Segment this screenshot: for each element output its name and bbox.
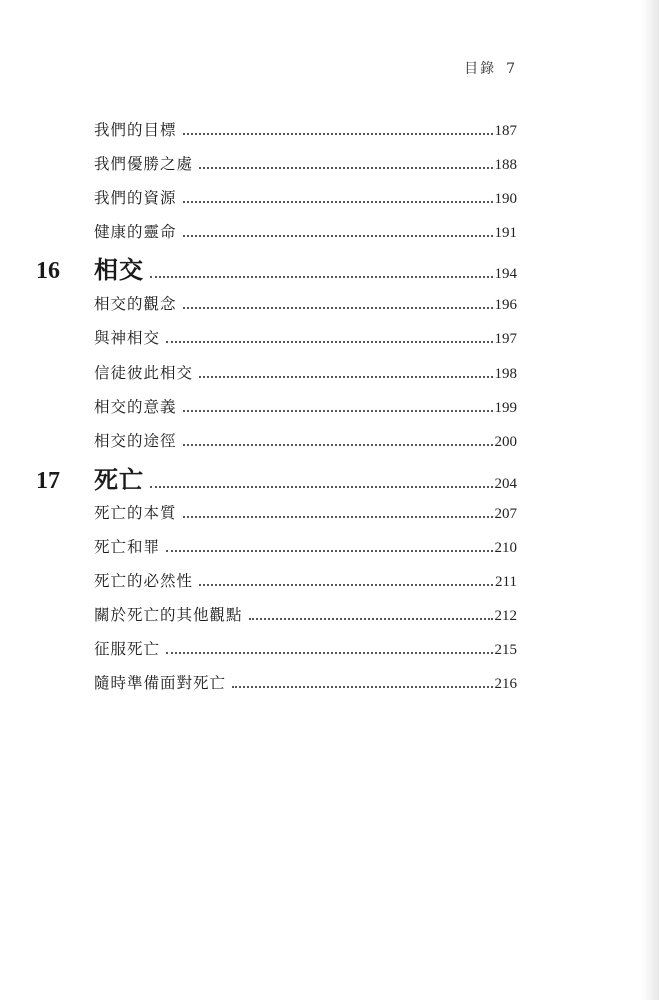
chapter-page: 204 [494,476,517,492]
toc-entry-page: 207 [494,506,517,522]
toc-entry-title: 我們的目標 [94,121,177,139]
toc-entry-page: 196 [494,297,517,313]
dot-leader [183,133,493,135]
toc-entry-page: 191 [494,225,517,241]
dot-leader [199,376,492,378]
dot-leader [183,201,493,203]
toc-entry [94,671,517,693]
dot-leader [150,276,493,278]
toc-entry-title: 相交的觀念 [94,295,177,313]
toc-entry-page: 199 [494,400,517,416]
dot-leader [183,444,493,446]
toc-chapter [36,253,517,285]
toc-entry [94,569,517,591]
dot-leader [166,550,492,552]
toc-entry-title: 我們優勝之處 [94,155,194,173]
toc-entry-title: 關於死亡的其他觀點 [94,606,243,624]
dot-leader [183,410,493,412]
toc-entry-title: 死亡的本質 [94,504,177,522]
toc-entry [94,326,517,348]
dot-leader [183,516,493,518]
toc-entry [94,186,517,208]
toc-entry [94,395,517,417]
running-header-section: 目錄 [464,61,497,77]
toc-entry-page: 210 [494,540,517,556]
running-header [464,58,517,78]
toc-entry-page: 188 [494,157,517,173]
toc-chapter [36,463,517,495]
toc-entry [94,603,517,625]
toc-entry-page: 216 [494,676,517,692]
toc-entry [94,535,517,557]
dot-leader [183,235,493,237]
dot-leader [199,584,493,586]
toc-entry-title: 死亡和罪 [94,538,161,556]
toc-entry [94,152,517,174]
dot-leader [166,341,492,343]
toc-entry-page: 212 [494,608,517,624]
chapter-number: 17 [36,468,60,494]
toc-entry-title: 我們的資源 [94,189,177,207]
toc-entry-title: 死亡的必然性 [94,572,194,590]
toc-entry-page: 190 [494,191,517,207]
dot-leader [150,486,493,488]
toc-entry-title: 隨時準備面對死亡 [94,674,227,692]
dot-leader [232,686,492,688]
toc-entry-page: 198 [494,366,517,382]
toc-entry-page: 197 [494,331,517,347]
toc-entry-page: 215 [494,642,517,658]
toc-entry-title: 相交的意義 [94,398,177,416]
toc-entry-page: 211 [495,574,517,590]
toc-entry-title: 征服死亡 [94,640,161,658]
toc-entry-title: 信徒彼此相交 [94,364,194,382]
chapter-number: 16 [36,258,60,284]
chapter-title: 相交 [94,255,144,284]
toc-entry-page: 187 [494,123,517,139]
toc-entry [94,361,517,383]
chapter-title: 死亡 [94,465,144,494]
toc-entry [94,292,517,314]
toc-entry-title: 與神相交 [94,329,161,347]
dot-leader [199,167,492,169]
toc-entry [94,637,517,659]
running-header-page-number: 7 [506,61,517,77]
toc-entry [94,501,517,523]
toc-entry-page: 200 [494,434,517,450]
toc-entry-title: 相交的途徑 [94,432,177,450]
dot-leader [249,618,493,620]
chapter-page: 194 [494,266,517,282]
toc-entry-title: 健康的靈命 [94,223,177,241]
page-edge-shadow [641,0,659,1000]
toc-entry [94,220,517,242]
toc-entry [94,429,517,451]
toc-entry [94,118,517,140]
dot-leader [183,307,493,309]
dot-leader [166,652,492,654]
